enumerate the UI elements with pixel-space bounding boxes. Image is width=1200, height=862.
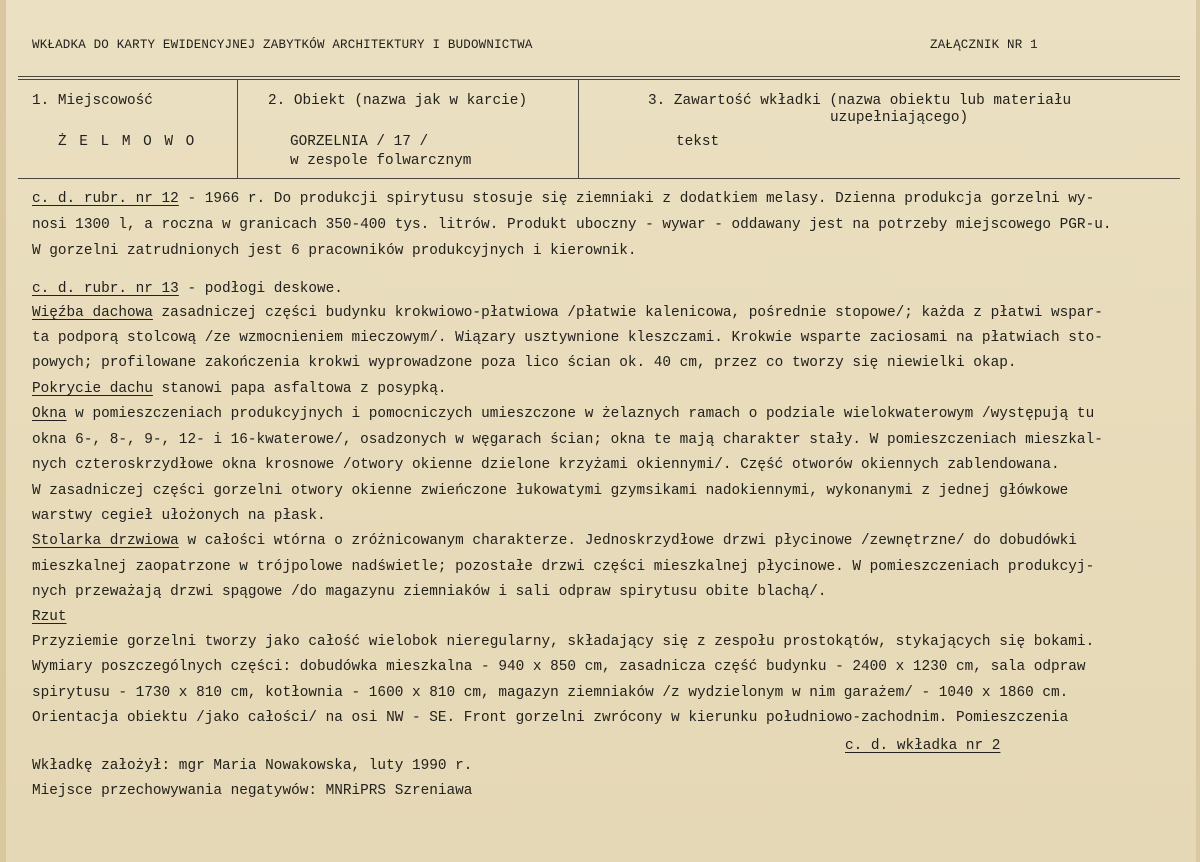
paper-left-edge bbox=[0, 0, 6, 862]
field-object-value: GORZELNIA / 17 / bbox=[290, 134, 429, 150]
body-line: Stolarka drzwiowa w całości wtórna o zróżnicowanym charakterze. Jednoskrzydłowe drzwi płycinowe /zewnętrzne/ do dobudówki bbox=[32, 533, 1077, 549]
field-content-value: tekst bbox=[676, 134, 720, 150]
attachment-label: ZAŁĄCZNIK NR 1 bbox=[930, 38, 1038, 52]
body-line: spirytusu - 1730 x 810 cm, kotłownia - 1600 x 810 cm, magazyn ziemniaków /z wydzielonym w nim garażem/ - 1040 x 1860 cm. bbox=[32, 685, 1069, 701]
column-divider-2 bbox=[578, 80, 579, 178]
table-bottom-border bbox=[18, 178, 1180, 179]
body-line bbox=[32, 609, 67, 625]
body-line: Przyziemie gorzelni tworzy jako całość wielobok nieregularny, składający się z zespołu prostokątów, stykających się bokami. bbox=[32, 634, 1095, 650]
body-line: W gorzelni zatrudnionych jest 6 pracowników produkcyjnych i kierownik. bbox=[32, 243, 637, 259]
field-location-label: 1. Miejscowość bbox=[32, 93, 153, 109]
table-top-border bbox=[18, 76, 1180, 77]
body-line: nych czteroskrzydłowe okna krosnowe /otwory okienne dzielone krzyżami okiennymi/. Część otworów okiennych zablendowana. bbox=[32, 457, 1060, 473]
body-line: nosi 1300 l, a roczna w granicach 350-400 tys. litrów. Produkt uboczny - wywar - oddawany jest na potrzeby miejscowego PGR-u. bbox=[32, 217, 1112, 233]
body-line: Pokrycie dachu stanowi papa asfaltowa z posypką. bbox=[32, 381, 447, 397]
body-line: okna 6-, 8-, 9-, 12- i 16-kwaterowe/, osadzonych w węgarach ścian; okna te mają charakter stały. W pomieszczeniach mieszkal- bbox=[32, 432, 1103, 448]
paper-right-edge bbox=[1196, 0, 1200, 862]
body-line: mieszkalnej zaopatrzone w trójpolowe nadświetle; pozostałe drzwi części mieszkalnej płycinowe. W pomieszczeniach produkcyj- bbox=[32, 559, 1095, 575]
section-heading: Rzut bbox=[32, 609, 67, 625]
continuation-note: c. d. wkładka nr 2 bbox=[845, 738, 1001, 754]
body-line: ta podporą stolcową /ze wzmocnieniem mieczowym/. Wiązary usztywnione kleszczami. Krokwie wsparte zaciosami na płatwiach sto- bbox=[32, 330, 1103, 346]
body-line: warstwy cegieł ułożonych na płask. bbox=[32, 508, 326, 524]
field-content-label-cont: uzupełniającego) bbox=[830, 110, 969, 126]
section-heading: Pokrycie dachu bbox=[32, 381, 153, 397]
body-line: W zasadniczej części gorzelni otwory okienne zwieńczone łukowatymi gzymsikami nadokiennymi, wykonanymi z jednej główkowe bbox=[32, 483, 1069, 499]
body-line: powych; profilowane zakończenia krokwi wyprowadzone poza lico ścian ok. 40 cm, przez co tworzy się niewielki okap. bbox=[32, 355, 1017, 371]
column-divider-1 bbox=[237, 80, 238, 178]
card-title: WKŁADKA DO KARTY EWIDENCYJNEJ ZABYTKÓW ARCHITEKTURY I BUDOWNICTWA bbox=[32, 38, 533, 52]
field-object-context: w zespole folwarcznym bbox=[290, 153, 472, 169]
section-heading: Okna bbox=[32, 406, 67, 422]
body-line: nych przeważają drzwi spągowe /do magazynu ziemniaków i sali odpraw spirytusu obite blachą/. bbox=[32, 584, 827, 600]
body-line: Okna w pomieszczeniach produkcyjnych i pomocniczych umieszczone w żelaznych ramach o podziale wielokwaterowym /występują tu bbox=[32, 406, 1095, 422]
section-heading: Stolarka drzwiowa bbox=[32, 533, 179, 549]
body-line: Wymiary poszczególnych części: dobudówka mieszkalna - 940 x 850 cm, zasadnicza część budynku - 2400 x 1230 cm, sala odpraw bbox=[32, 659, 1086, 675]
author-line: Wkładkę założył: mgr Maria Nowakowska, luty 1990 r. bbox=[32, 758, 473, 774]
section-heading: c. d. rubr. nr 12 bbox=[32, 191, 179, 207]
body-line: c. d. rubr. nr 13 - podłogi deskowe. bbox=[32, 281, 343, 297]
body-line: c. d. rubr. nr 12 - 1966 r. Do produkcji spirytusu stosuje się ziemniaki z dodatkiem melasy. Dzienna produkcja gorzelni wy- bbox=[32, 191, 1095, 207]
body-line: Orientacja obiektu /jako całości/ na osi NW - SE. Front gorzelni zwrócony w kierunku południowo-zachodnim. Pomieszczenia bbox=[32, 710, 1069, 726]
field-object-label: 2. Obiekt (nazwa jak w karcie) bbox=[268, 93, 528, 109]
section-heading: Więźba dachowa bbox=[32, 305, 153, 321]
body-line: Więźba dachowa zasadniczej części budynku krokwiowo-płatwiowa /płatwie kalenicowa, pośrednie stopowe/; każda z płatwi wspar- bbox=[32, 305, 1103, 321]
field-location-value: Ż E L M O W O bbox=[58, 134, 197, 150]
negatives-location: Miejsce przechowywania negatywów: MNRiPRS Szreniawa bbox=[32, 783, 473, 799]
section-heading: c. d. rubr. nr 13 bbox=[32, 281, 179, 297]
table-top-border-double bbox=[18, 79, 1180, 80]
field-content-label: 3. Zawartość wkładki (nazwa obiektu lub materiału bbox=[648, 93, 1072, 109]
